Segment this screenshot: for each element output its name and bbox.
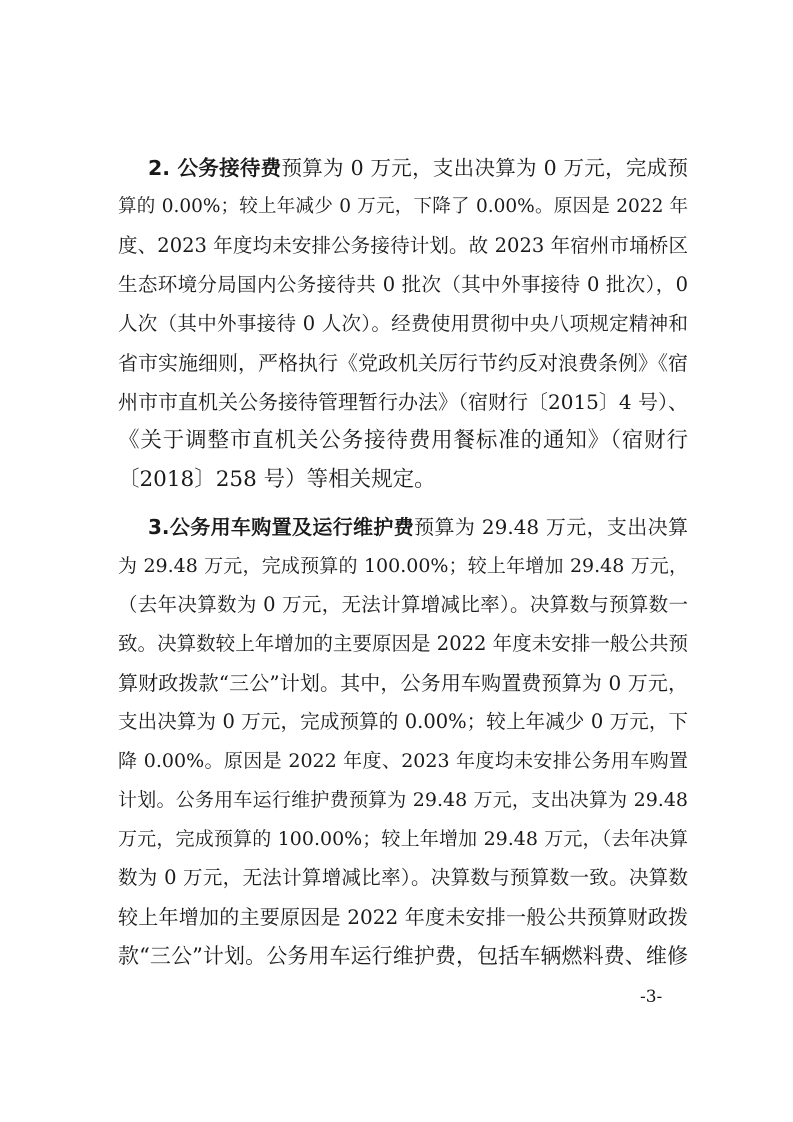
section-heading-reception: 2. 公务接待费 [148,156,282,180]
paragraph-text: 生态环境分局国内公务接待共 0 批次（其中外事接待 0 批次），0 [118,273,688,296]
paragraph-text: 省市实施细则，严格执行《党政机关厉行节约反对浪费条例》《宿 [118,351,688,375]
paragraph-1-line-4 [118,270,688,300]
paragraph-text: 支出决算为 0 万元，完成预算的 0.00%；较上年减少 0 万元，下 [118,710,688,733]
paragraph-2-line-12 [118,941,688,971]
paragraph-text: 算的 0.00%；较上年减少 0 万元，下降了 0.00%。原因是 2022 年 [118,196,688,217]
paragraph-1-line-3 [118,231,688,261]
paragraph-1-line-6 [118,348,688,378]
paragraph-text: 较上年增加的主要原因是 2022 年度未安排一般公共预算财政拨 [118,905,688,929]
paragraph-2-line-2 [118,551,688,581]
paragraph-2-line-1 [118,512,688,542]
paragraph-text: 人次（其中外事接待 0 人次）。经费使用贯彻中央八项规定精神和 [118,312,688,335]
paragraph-text: 计划。公务用车运行维护费预算为 29.48 万元，支出决算为 29.48 [118,789,688,811]
paragraph-text: 度、2023 年度均未安排公务接待计划。故 2023 年宿州市埇桥区 [118,234,688,257]
paragraph-text: 万元，完成预算的 100.00%；较上年增加 29.48 万元，（去年决算 [118,828,688,850]
paragraph-text: 预算为 29.48 万元，支出决算 [414,515,688,539]
paragraph-1-line-5 [118,309,688,339]
paragraph-1-line-8 [118,426,688,456]
paragraph-1-line-1 [118,153,688,183]
paragraph-text: 〔2018〕258 号）等相关规定。 [118,467,436,492]
paragraph-1-line-2 [118,192,688,222]
paragraph-text: （去年决算数为 0 万元，无法计算增减比率）。决算数与预算数一 [118,593,688,616]
paragraph-2-line-6 [118,707,688,737]
paragraph-1-line-9 [118,465,688,495]
paragraph-2-line-5 [118,668,688,698]
paragraph-text: 数为 0 万元，无法计算增减比率）。决算数与预算数一致。决算数 [118,866,688,889]
paragraph-text: 降 0.00%。原因是 2022 年度、2023 年度均未安排公务用车购置 [118,750,688,772]
paragraph-text: 为 29.48 万元，完成预算的 100.00%；较上年增加 29.48 万元， [118,555,688,577]
paragraph-text: 算财政拨款“三公”计划。其中，公务用车购置费预算为 0 万元， [118,671,688,695]
paragraph-2-line-8 [118,785,688,815]
paragraph-2-line-7 [118,746,688,776]
paragraph-2-line-3 [118,590,688,620]
paragraph-text: 致。决算数较上年增加的主要原因是 2022 年度未安排一般公共预 [118,632,688,655]
section-heading-vehicles: 3.公务用车购置及运行维护费 [148,515,415,539]
paragraph-2-line-9 [118,824,688,854]
paragraph-text: 预算为 0 万元，支出决算为 0 万元，完成预 [281,156,688,180]
paragraph-1-line-7 [118,387,688,417]
paragraph-2-line-4 [118,629,688,659]
paragraph-2-line-11 [118,902,688,932]
paragraph-text: 州市市直机关公务接待管理暂行办法》（宿财行〔2015〕4 号）、 [118,390,688,414]
page-number: -3- [640,987,663,1007]
paragraph-text: 款“三公”计划。公务用车运行维护费，包括车辆燃料费、维修 [118,944,688,968]
paragraph-2-line-10 [118,863,688,893]
paragraph-text: 《关于调整市直机关公务接待费用餐标准的通知》（宿财行 [118,428,688,453]
